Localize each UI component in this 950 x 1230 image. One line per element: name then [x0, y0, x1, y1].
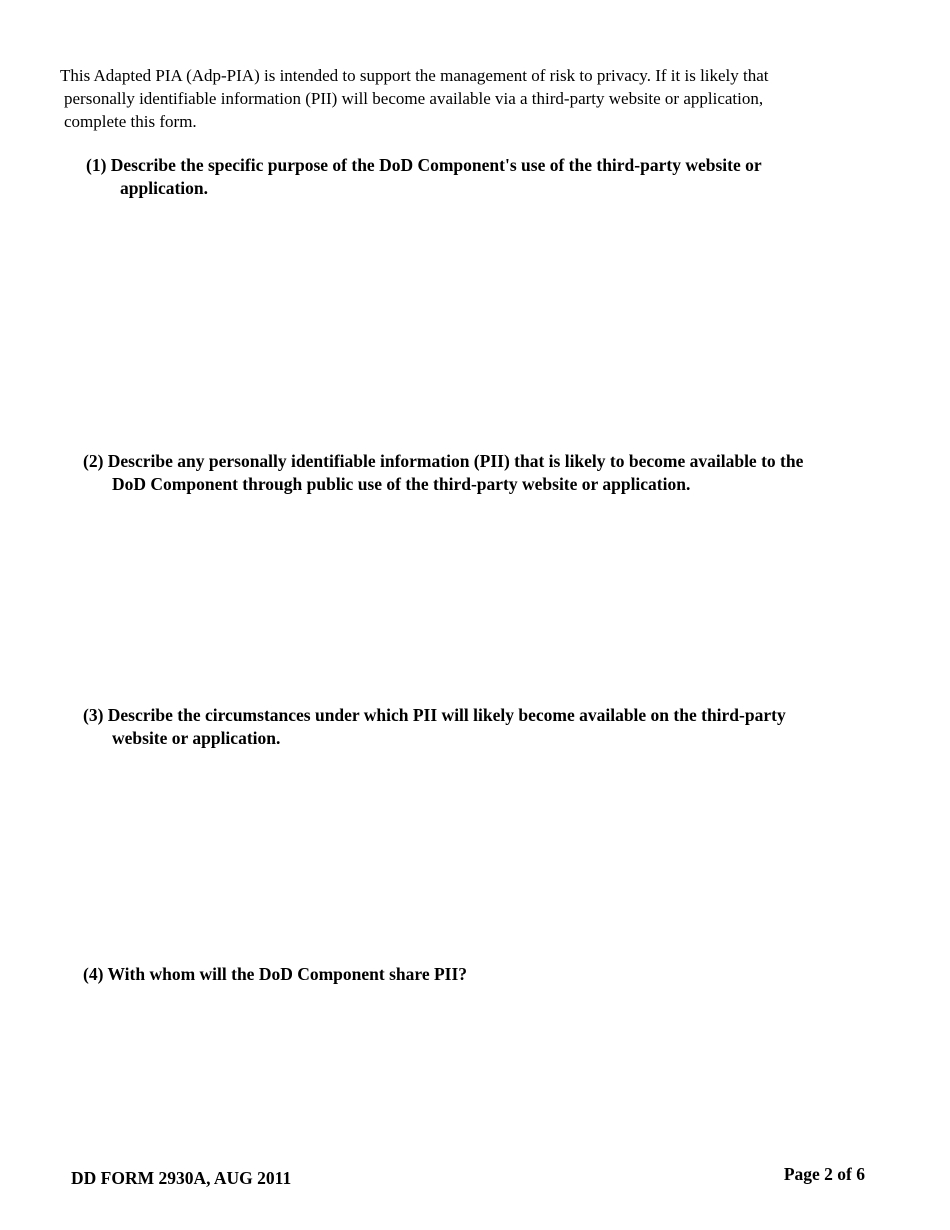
question-3-line: website or application. — [112, 728, 281, 748]
question-1 — [86, 154, 762, 200]
answer-field-2[interactable] — [83, 500, 873, 696]
question-2 — [83, 450, 803, 496]
intro-line: complete this form. — [64, 112, 197, 131]
intro-line: personally identifiable information (PII) will become available via a third-party website or application, — [64, 89, 764, 108]
intro-line: This Adapted PIA (Adp-PIA) is intended to support the management of risk to privacy. If it is likely that — [60, 66, 769, 85]
form-identifier: DD FORM 2930A, AUG 2011 — [71, 1168, 292, 1188]
question-1-line: (1) Describe the specific purpose of the DoD Component's use of the third-party website or — [86, 155, 762, 175]
answer-field-4[interactable] — [83, 992, 873, 1142]
question-2-line: DoD Component through public use of the third-party website or application. — [112, 474, 691, 494]
question-3-line: (3) Describe the circumstances under which PII will likely become available on the third-party — [83, 705, 786, 725]
question-4 — [83, 963, 467, 986]
question-3 — [83, 704, 786, 750]
question-1-line: application. — [120, 178, 209, 198]
answer-field-1[interactable] — [83, 206, 873, 442]
page-number: Page 2 of 6 — [783, 1164, 865, 1184]
intro-paragraph — [60, 64, 880, 133]
question-4-line: (4) With whom will the DoD Component share PII? — [83, 964, 468, 984]
question-2-line: (2) Describe any personally identifiable information (PII) that is likely to become available to the — [83, 451, 804, 471]
answer-field-3[interactable] — [83, 754, 873, 954]
